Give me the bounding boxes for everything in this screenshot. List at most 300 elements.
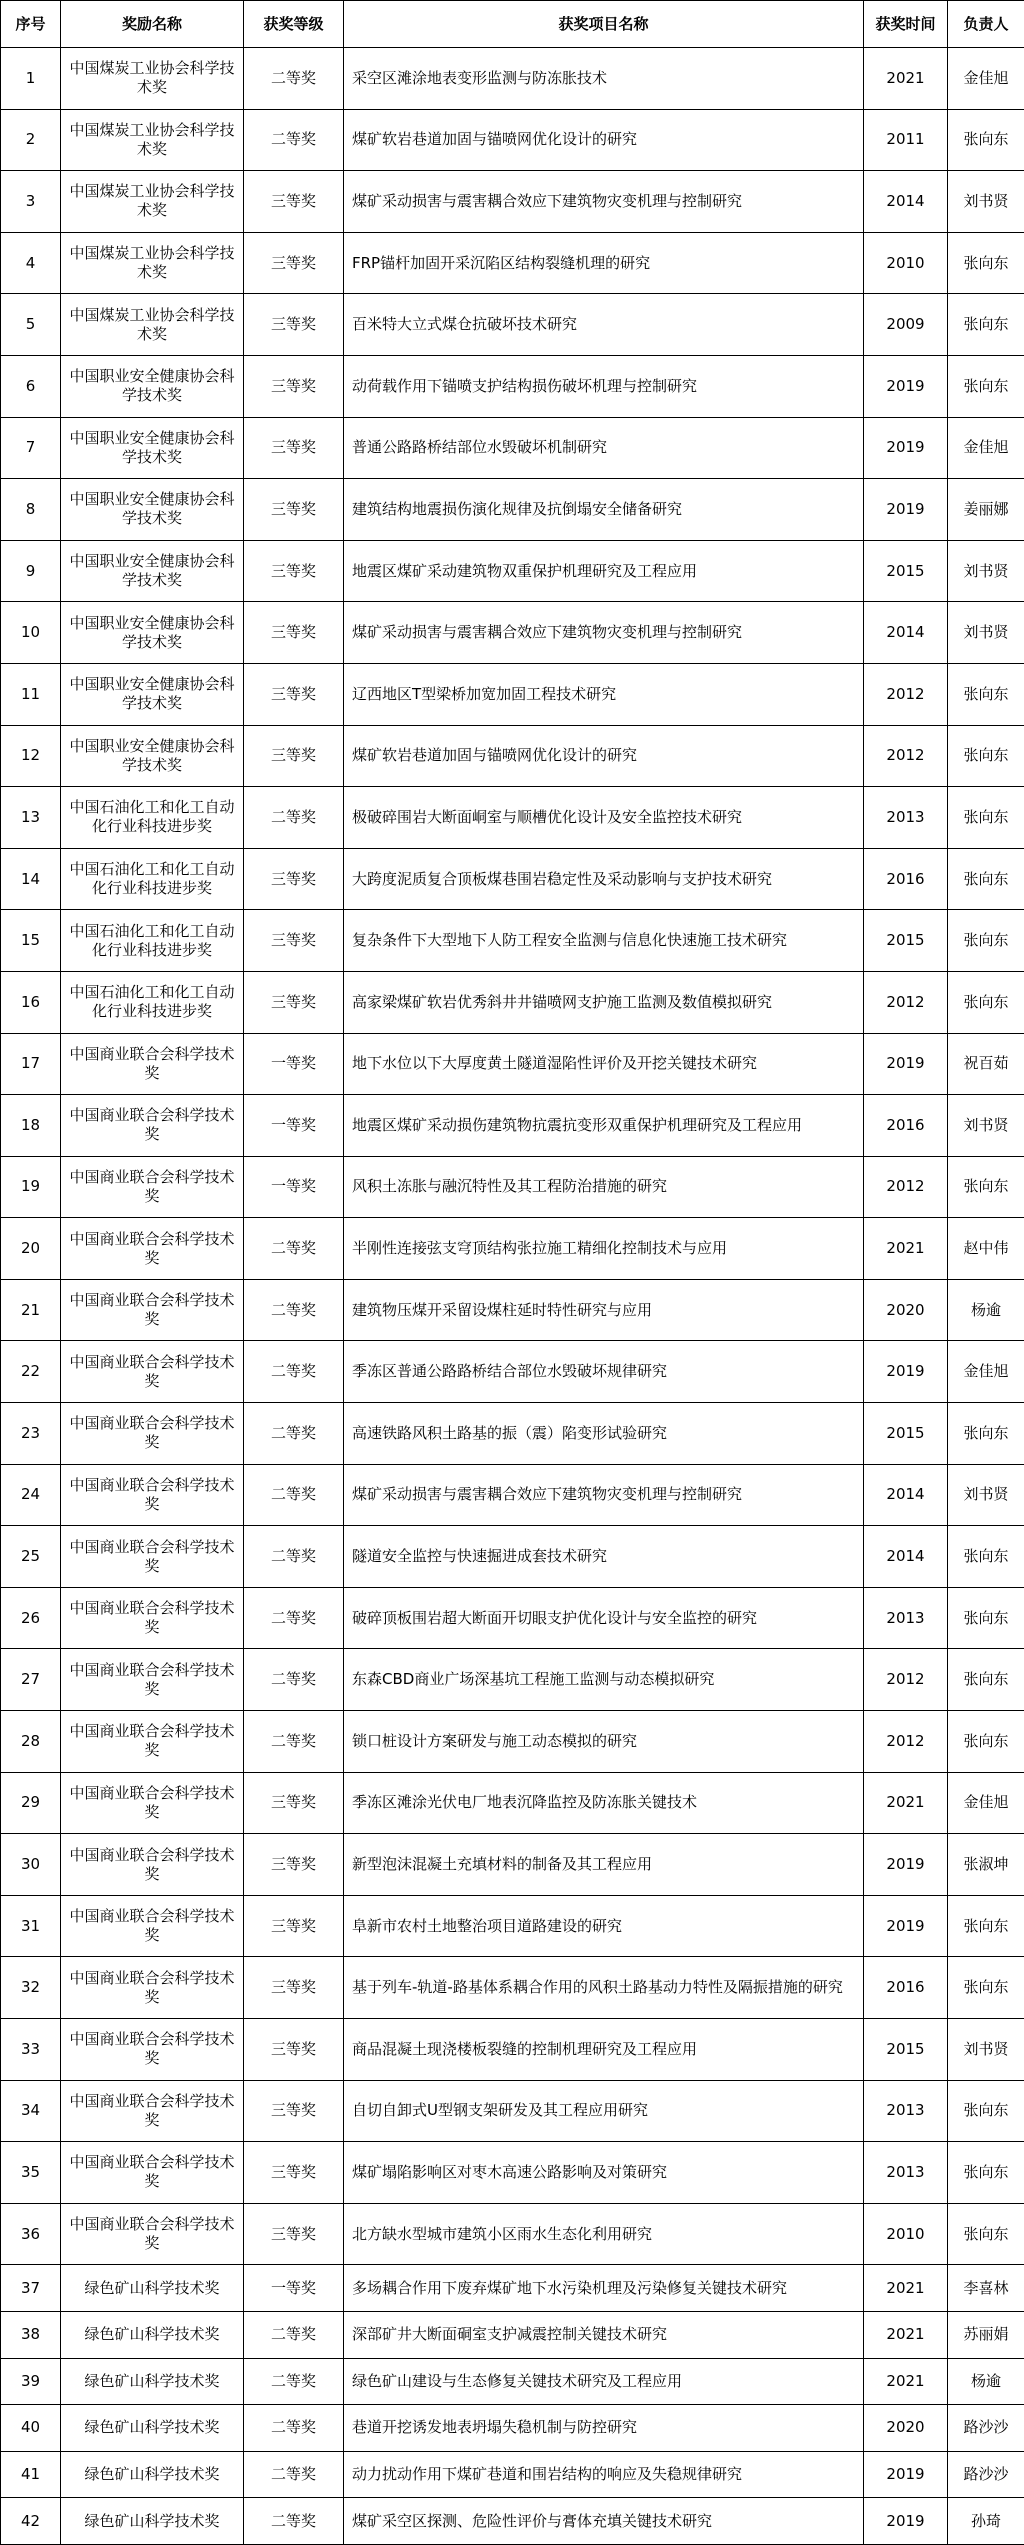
- row-project-name: 煤矿采空区探测、危险性评价与膏体充填关键技术研究: [344, 2498, 864, 2545]
- row-award-year: 2021: [864, 2265, 948, 2312]
- row-project-name: 北方缺水型城市建筑小区雨水生态化利用研究: [344, 2203, 864, 2265]
- row-no: 26: [1, 1587, 61, 1649]
- header-award-level: 获奖等级: [244, 1, 344, 48]
- row-person: 苏丽娟: [948, 2311, 1024, 2358]
- row-no: 7: [1, 417, 61, 479]
- row-award-name: 中国商业联合会科学技术奖: [61, 2203, 244, 2265]
- row-award-name: 中国石油化工和化工自动化行业科技进步奖: [61, 910, 244, 972]
- row-award-level: 二等奖: [244, 2358, 344, 2405]
- table-row: [1, 2019, 1024, 2081]
- row-person: 姜丽娜: [948, 479, 1024, 541]
- row-no: 35: [1, 2142, 61, 2204]
- row-award-level: 二等奖: [244, 109, 344, 171]
- table-row: [1, 1464, 1024, 1526]
- row-project-name: 新型泡沫混凝土充填材料的制备及其工程应用: [344, 1834, 864, 1896]
- row-award-year: 2019: [864, 1834, 948, 1896]
- row-person: 张向东: [948, 848, 1024, 910]
- row-award-year: 2013: [864, 2080, 948, 2142]
- table-row: [1, 725, 1024, 787]
- row-no: 30: [1, 1834, 61, 1896]
- row-person: 刘书贤: [948, 171, 1024, 233]
- row-no: 4: [1, 232, 61, 294]
- row-award-name: 中国商业联合会科学技术奖: [61, 1403, 244, 1465]
- row-award-name: 中国商业联合会科学技术奖: [61, 1711, 244, 1773]
- row-project-name: 煤矿软岩巷道加固与锚喷网优化设计的研究: [344, 109, 864, 171]
- row-person: 孙琦: [948, 2498, 1024, 2545]
- row-no: 1: [1, 48, 61, 110]
- row-person: 张向东: [948, 663, 1024, 725]
- row-project-name: 东森CBD商业广场深基坑工程施工监测与动态模拟研究: [344, 1649, 864, 1711]
- row-project-name: 地震区煤矿采动损伤建筑物抗震抗变形双重保护机理研究及工程应用: [344, 1095, 864, 1157]
- row-person: 张向东: [948, 1957, 1024, 2019]
- row-no: 29: [1, 1772, 61, 1834]
- row-award-level: 三等奖: [244, 663, 344, 725]
- row-award-name: 中国商业联合会科学技术奖: [61, 1895, 244, 1957]
- row-no: 23: [1, 1403, 61, 1465]
- row-no: 15: [1, 910, 61, 972]
- row-project-name: 隧道安全监控与快速掘进成套技术研究: [344, 1526, 864, 1588]
- table-row: [1, 1403, 1024, 1465]
- row-person: 路沙沙: [948, 2451, 1024, 2498]
- row-award-name: 中国商业联合会科学技术奖: [61, 1341, 244, 1403]
- row-award-level: 二等奖: [244, 1649, 344, 1711]
- row-award-year: 2014: [864, 171, 948, 233]
- row-project-name: 季冻区滩涂光伏电厂地表沉降监控及防冻胀关键技术: [344, 1772, 864, 1834]
- row-project-name: 绿色矿山建设与生态修复关键技术研究及工程应用: [344, 2358, 864, 2405]
- row-award-year: 2019: [864, 2498, 948, 2545]
- row-award-year: 2009: [864, 294, 948, 356]
- table-row: [1, 1772, 1024, 1834]
- table-row: [1, 1587, 1024, 1649]
- row-person: 张向东: [948, 787, 1024, 849]
- row-project-name: 动荷载作用下锚喷支护结构损伤破坏机理与控制研究: [344, 355, 864, 417]
- row-award-name: 中国商业联合会科学技术奖: [61, 1526, 244, 1588]
- row-award-level: 二等奖: [244, 2498, 344, 2545]
- row-award-name: 中国商业联合会科学技术奖: [61, 1772, 244, 1834]
- row-award-name: 绿色矿山科学技术奖: [61, 2451, 244, 2498]
- row-award-name: 中国商业联合会科学技术奖: [61, 1095, 244, 1157]
- row-award-name: 绿色矿山科学技术奖: [61, 2311, 244, 2358]
- row-award-year: 2015: [864, 910, 948, 972]
- row-project-name: 半刚性连接弦支穹顶结构张拉施工精细化控制技术与应用: [344, 1218, 864, 1280]
- row-project-name: 阜新市农村土地整治项目道路建设的研究: [344, 1895, 864, 1957]
- row-person: 张向东: [948, 725, 1024, 787]
- row-no: 14: [1, 848, 61, 910]
- row-award-name: 中国职业安全健康协会科学技术奖: [61, 602, 244, 664]
- row-award-year: 2013: [864, 787, 948, 849]
- table-row: [1, 417, 1024, 479]
- row-award-level: 一等奖: [244, 1033, 344, 1095]
- row-project-name: 建筑物压煤开采留设煤柱延时特性研究与应用: [344, 1279, 864, 1341]
- row-no: 11: [1, 663, 61, 725]
- row-award-name: 中国煤炭工业协会科学技术奖: [61, 232, 244, 294]
- row-person: 张向东: [948, 1649, 1024, 1711]
- row-project-name: 煤矿塌陷影响区对枣木高速公路影响及对策研究: [344, 2142, 864, 2204]
- row-award-level: 三等奖: [244, 910, 344, 972]
- row-project-name: 破碎顶板围岩超大断面开切眼支护优化设计与安全监控的研究: [344, 1587, 864, 1649]
- row-no: 24: [1, 1464, 61, 1526]
- row-person: 金佳旭: [948, 417, 1024, 479]
- table-row: [1, 1895, 1024, 1957]
- row-award-level: 二等奖: [244, 1218, 344, 1280]
- row-award-name: 中国职业安全健康协会科学技术奖: [61, 479, 244, 541]
- row-no: 37: [1, 2265, 61, 2312]
- row-person: 张向东: [948, 2080, 1024, 2142]
- row-award-name: 中国职业安全健康协会科学技术奖: [61, 663, 244, 725]
- row-award-level: 三等奖: [244, 1834, 344, 1896]
- row-award-year: 2019: [864, 1033, 948, 1095]
- row-award-level: 三等奖: [244, 232, 344, 294]
- table-row: [1, 2265, 1024, 2312]
- row-award-year: 2010: [864, 232, 948, 294]
- row-project-name: FRP锚杆加固开采沉陷区结构裂缝机理的研究: [344, 232, 864, 294]
- table-row: [1, 1218, 1024, 1280]
- row-project-name: 复杂条件下大型地下人防工程安全监测与信息化快速施工技术研究: [344, 910, 864, 972]
- row-award-level: 二等奖: [244, 2311, 344, 2358]
- row-award-level: 三等奖: [244, 417, 344, 479]
- row-no: 22: [1, 1341, 61, 1403]
- table-row: [1, 171, 1024, 233]
- row-no: 18: [1, 1095, 61, 1157]
- row-award-level: 三等奖: [244, 540, 344, 602]
- row-award-year: 2012: [864, 1649, 948, 1711]
- row-person: 张淑坤: [948, 1834, 1024, 1896]
- row-project-name: 自切自卸式U型钢支架研发及其工程应用研究: [344, 2080, 864, 2142]
- row-award-name: 中国石油化工和化工自动化行业科技进步奖: [61, 848, 244, 910]
- row-no: 41: [1, 2451, 61, 2498]
- row-award-name: 中国职业安全健康协会科学技术奖: [61, 355, 244, 417]
- row-award-level: 二等奖: [244, 1526, 344, 1588]
- row-person: 张向东: [948, 1895, 1024, 1957]
- row-no: 16: [1, 971, 61, 1033]
- row-project-name: 煤矿采动损害与震害耦合效应下建筑物灾变机理与控制研究: [344, 171, 864, 233]
- table-row: [1, 1526, 1024, 1588]
- row-award-level: 三等奖: [244, 1772, 344, 1834]
- table-row: [1, 109, 1024, 171]
- row-award-name: 中国煤炭工业协会科学技术奖: [61, 109, 244, 171]
- row-person: 路沙沙: [948, 2405, 1024, 2452]
- row-project-name: 商品混凝土现浇楼板裂缝的控制机理研究及工程应用: [344, 2019, 864, 2081]
- row-award-name: 中国商业联合会科学技术奖: [61, 1218, 244, 1280]
- row-award-level: 三等奖: [244, 2142, 344, 2204]
- table-row: [1, 910, 1024, 972]
- table-row: [1, 2311, 1024, 2358]
- row-project-name: 深部矿井大断面硐室支护减震控制关键技术研究: [344, 2311, 864, 2358]
- row-person: 张向东: [948, 1711, 1024, 1773]
- row-award-year: 2016: [864, 1957, 948, 2019]
- row-person: 张向东: [948, 1587, 1024, 1649]
- row-no: 32: [1, 1957, 61, 2019]
- row-no: 38: [1, 2311, 61, 2358]
- row-award-year: 2012: [864, 663, 948, 725]
- row-project-name: 高家梁煤矿软岩优秀斜井井锚喷网支护施工监测及数值模拟研究: [344, 971, 864, 1033]
- row-person: 张向东: [948, 2203, 1024, 2265]
- row-award-level: 三等奖: [244, 2203, 344, 2265]
- row-project-name: 煤矿软岩巷道加固与锚喷网优化设计的研究: [344, 725, 864, 787]
- row-award-level: 三等奖: [244, 2019, 344, 2081]
- row-project-name: 煤矿采动损害与震害耦合效应下建筑物灾变机理与控制研究: [344, 1464, 864, 1526]
- row-no: 6: [1, 355, 61, 417]
- row-award-year: 2012: [864, 725, 948, 787]
- row-no: 31: [1, 1895, 61, 1957]
- row-award-name: 中国职业安全健康协会科学技术奖: [61, 417, 244, 479]
- row-award-level: 二等奖: [244, 1403, 344, 1465]
- row-award-level: 三等奖: [244, 2080, 344, 2142]
- row-award-level: 二等奖: [244, 1341, 344, 1403]
- row-award-level: 三等奖: [244, 355, 344, 417]
- row-person: 刘书贤: [948, 1464, 1024, 1526]
- row-project-name: 多场耦合作用下废弃煤矿地下水污染机理及污染修复关键技术研究: [344, 2265, 864, 2312]
- row-person: 张向东: [948, 1526, 1024, 1588]
- row-award-year: 2015: [864, 540, 948, 602]
- row-award-name: 中国石油化工和化工自动化行业科技进步奖: [61, 787, 244, 849]
- row-person: 杨逾: [948, 1279, 1024, 1341]
- row-award-name: 绿色矿山科学技术奖: [61, 2405, 244, 2452]
- table-row: [1, 1649, 1024, 1711]
- row-award-level: 三等奖: [244, 725, 344, 787]
- row-award-name: 中国石油化工和化工自动化行业科技进步奖: [61, 971, 244, 1033]
- row-person: 张向东: [948, 355, 1024, 417]
- row-award-level: 三等奖: [244, 171, 344, 233]
- row-award-level: 三等奖: [244, 848, 344, 910]
- row-person: 张向东: [948, 294, 1024, 356]
- row-person: 杨逾: [948, 2358, 1024, 2405]
- table-row: [1, 1341, 1024, 1403]
- row-award-year: 2011: [864, 109, 948, 171]
- row-no: 9: [1, 540, 61, 602]
- row-award-name: 中国商业联合会科学技术奖: [61, 1279, 244, 1341]
- row-award-name: 中国商业联合会科学技术奖: [61, 1587, 244, 1649]
- table-row: [1, 663, 1024, 725]
- header-row: [1, 1, 1024, 48]
- row-award-level: 三等奖: [244, 602, 344, 664]
- row-award-year: 2016: [864, 848, 948, 910]
- row-no: 19: [1, 1156, 61, 1218]
- table-row: [1, 602, 1024, 664]
- row-award-name: 中国商业联合会科学技术奖: [61, 1649, 244, 1711]
- row-person: 赵中伟: [948, 1218, 1024, 1280]
- row-award-name: 中国煤炭工业协会科学技术奖: [61, 294, 244, 356]
- row-award-name: 中国煤炭工业协会科学技术奖: [61, 48, 244, 110]
- table-row: [1, 2358, 1024, 2405]
- row-no: 10: [1, 602, 61, 664]
- table-row: [1, 355, 1024, 417]
- row-award-year: 2014: [864, 1464, 948, 1526]
- row-award-name: 中国职业安全健康协会科学技术奖: [61, 725, 244, 787]
- row-no: 40: [1, 2405, 61, 2452]
- row-no: 28: [1, 1711, 61, 1773]
- row-award-name: 中国商业联合会科学技术奖: [61, 1834, 244, 1896]
- row-award-name: 中国商业联合会科学技术奖: [61, 1156, 244, 1218]
- row-person: 刘书贤: [948, 2019, 1024, 2081]
- row-award-name: 绿色矿山科学技术奖: [61, 2498, 244, 2545]
- row-award-level: 一等奖: [244, 2265, 344, 2312]
- table-row: [1, 479, 1024, 541]
- row-person: 金佳旭: [948, 48, 1024, 110]
- row-award-level: 二等奖: [244, 2405, 344, 2452]
- table-row: [1, 2080, 1024, 2142]
- table-row: [1, 1033, 1024, 1095]
- row-project-name: 基于列车-轨道-路基体系耦合作用的风积土路基动力特性及隔振措施的研究: [344, 1957, 864, 2019]
- row-project-name: 地下水位以下大厚度黄土隧道湿陷性评价及开挖关键技术研究: [344, 1033, 864, 1095]
- row-award-year: 2019: [864, 417, 948, 479]
- row-project-name: 季冻区普通公路路桥结合部位水毁破坏规律研究: [344, 1341, 864, 1403]
- header-award-year: 获奖时间: [864, 1, 948, 48]
- row-award-name: 绿色矿山科学技术奖: [61, 2265, 244, 2312]
- row-no: 27: [1, 1649, 61, 1711]
- row-project-name: 普通公路路桥结部位水毁破坏机制研究: [344, 417, 864, 479]
- row-person: 张向东: [948, 1403, 1024, 1465]
- row-person: 刘书贤: [948, 540, 1024, 602]
- row-award-level: 三等奖: [244, 1895, 344, 1957]
- row-project-name: 地震区煤矿采动建筑物双重保护机理研究及工程应用: [344, 540, 864, 602]
- row-project-name: 风积土冻胀与融沉特性及其工程防治措施的研究: [344, 1156, 864, 1218]
- row-award-name: 中国商业联合会科学技术奖: [61, 1033, 244, 1095]
- table-row: [1, 1834, 1024, 1896]
- table-row: [1, 848, 1024, 910]
- row-award-year: 2021: [864, 1772, 948, 1834]
- row-award-name: 中国职业安全健康协会科学技术奖: [61, 540, 244, 602]
- row-award-name: 中国商业联合会科学技术奖: [61, 2019, 244, 2081]
- row-award-year: 2021: [864, 2358, 948, 2405]
- table-row: [1, 2203, 1024, 2265]
- row-award-level: 三等奖: [244, 971, 344, 1033]
- row-award-year: 2019: [864, 479, 948, 541]
- row-project-name: 采空区滩涂地表变形监测与防冻胀技术: [344, 48, 864, 110]
- row-award-year: 2012: [864, 1711, 948, 1773]
- row-project-name: 百米特大立式煤仓抗破坏技术研究: [344, 294, 864, 356]
- row-award-level: 二等奖: [244, 787, 344, 849]
- row-person: 刘书贤: [948, 1095, 1024, 1157]
- row-no: 39: [1, 2358, 61, 2405]
- table-row: [1, 232, 1024, 294]
- table-row: [1, 2142, 1024, 2204]
- header-no: 序号: [1, 1, 61, 48]
- table-row: [1, 294, 1024, 356]
- row-award-year: 2013: [864, 2142, 948, 2204]
- row-award-year: 2012: [864, 971, 948, 1033]
- row-award-level: 二等奖: [244, 1279, 344, 1341]
- row-person: 金佳旭: [948, 1341, 1024, 1403]
- table-row: [1, 2451, 1024, 2498]
- row-no: 36: [1, 2203, 61, 2265]
- row-person: 张向东: [948, 910, 1024, 972]
- row-award-year: 2012: [864, 1156, 948, 1218]
- row-award-level: 二等奖: [244, 1464, 344, 1526]
- row-award-name: 中国煤炭工业协会科学技术奖: [61, 171, 244, 233]
- row-no: 20: [1, 1218, 61, 1280]
- row-award-year: 2021: [864, 2311, 948, 2358]
- row-no: 3: [1, 171, 61, 233]
- table-row: [1, 1156, 1024, 1218]
- row-person: 刘书贤: [948, 602, 1024, 664]
- table-row: [1, 787, 1024, 849]
- row-award-name: 中国商业联合会科学技术奖: [61, 1957, 244, 2019]
- row-award-year: 2019: [864, 2451, 948, 2498]
- row-person: 张向东: [948, 232, 1024, 294]
- row-project-name: 巷道开挖诱发地表坍塌失稳机制与防控研究: [344, 2405, 864, 2452]
- row-person: 张向东: [948, 109, 1024, 171]
- row-no: 42: [1, 2498, 61, 2545]
- row-project-name: 辽西地区T型梁桥加宽加固工程技术研究: [344, 663, 864, 725]
- row-award-name: 绿色矿山科学技术奖: [61, 2358, 244, 2405]
- row-award-name: 中国商业联合会科学技术奖: [61, 2142, 244, 2204]
- row-award-level: 二等奖: [244, 2451, 344, 2498]
- row-no: 17: [1, 1033, 61, 1095]
- table-row: [1, 540, 1024, 602]
- row-award-year: 2014: [864, 1526, 948, 1588]
- row-award-level: 三等奖: [244, 294, 344, 356]
- row-award-level: 二等奖: [244, 48, 344, 110]
- row-no: 2: [1, 109, 61, 171]
- table-row: [1, 1095, 1024, 1157]
- row-award-level: 二等奖: [244, 1711, 344, 1773]
- row-award-level: 三等奖: [244, 1957, 344, 2019]
- row-award-level: 二等奖: [244, 1587, 344, 1649]
- row-award-year: 2020: [864, 1279, 948, 1341]
- row-award-year: 2015: [864, 1403, 948, 1465]
- header-award-name: 奖励名称: [61, 1, 244, 48]
- row-person: 张向东: [948, 971, 1024, 1033]
- row-no: 21: [1, 1279, 61, 1341]
- header-project-name: 获奖项目名称: [344, 1, 864, 48]
- row-award-year: 2015: [864, 2019, 948, 2081]
- row-award-year: 2016: [864, 1095, 948, 1157]
- row-no: 25: [1, 1526, 61, 1588]
- row-no: 33: [1, 2019, 61, 2081]
- row-award-level: 一等奖: [244, 1095, 344, 1157]
- table-row: [1, 2498, 1024, 2545]
- row-project-name: 高速铁路风积土路基的振（震）陷变形试验研究: [344, 1403, 864, 1465]
- row-award-year: 2021: [864, 48, 948, 110]
- row-person: 祝百茹: [948, 1033, 1024, 1095]
- row-award-year: 2019: [864, 1895, 948, 1957]
- row-award-name: 中国商业联合会科学技术奖: [61, 1464, 244, 1526]
- row-project-name: 煤矿采动损害与震害耦合效应下建筑物灾变机理与控制研究: [344, 602, 864, 664]
- row-project-name: 极破碎围岩大断面峒室与顺槽优化设计及安全监控技术研究: [344, 787, 864, 849]
- row-award-year: 2020: [864, 2405, 948, 2452]
- row-award-level: 三等奖: [244, 479, 344, 541]
- row-no: 12: [1, 725, 61, 787]
- row-person: 张向东: [948, 2142, 1024, 2204]
- table-row: [1, 2405, 1024, 2452]
- row-award-year: 2021: [864, 1218, 948, 1280]
- table-row: [1, 48, 1024, 110]
- table-row: [1, 1279, 1024, 1341]
- row-project-name: 锁口桩设计方案研发与施工动态模拟的研究: [344, 1711, 864, 1773]
- row-award-name: 中国商业联合会科学技术奖: [61, 2080, 244, 2142]
- table-row: [1, 971, 1024, 1033]
- row-no: 13: [1, 787, 61, 849]
- row-award-level: 一等奖: [244, 1156, 344, 1218]
- row-award-year: 2014: [864, 602, 948, 664]
- header-person: 负责人: [948, 1, 1024, 48]
- row-award-year: 2019: [864, 355, 948, 417]
- row-no: 8: [1, 479, 61, 541]
- row-person: 李喜林: [948, 2265, 1024, 2312]
- row-person: 张向东: [948, 1156, 1024, 1218]
- row-project-name: 动力扰动作用下煤矿巷道和围岩结构的响应及失稳规律研究: [344, 2451, 864, 2498]
- row-award-year: 2013: [864, 1587, 948, 1649]
- row-award-year: 2019: [864, 1341, 948, 1403]
- row-project-name: 大跨度泥质复合顶板煤巷围岩稳定性及采动影响与支护技术研究: [344, 848, 864, 910]
- table-row: [1, 1711, 1024, 1773]
- table-row: [1, 1957, 1024, 2019]
- row-no: 5: [1, 294, 61, 356]
- row-person: 金佳旭: [948, 1772, 1024, 1834]
- table-body: [1, 48, 1024, 2545]
- row-award-year: 2010: [864, 2203, 948, 2265]
